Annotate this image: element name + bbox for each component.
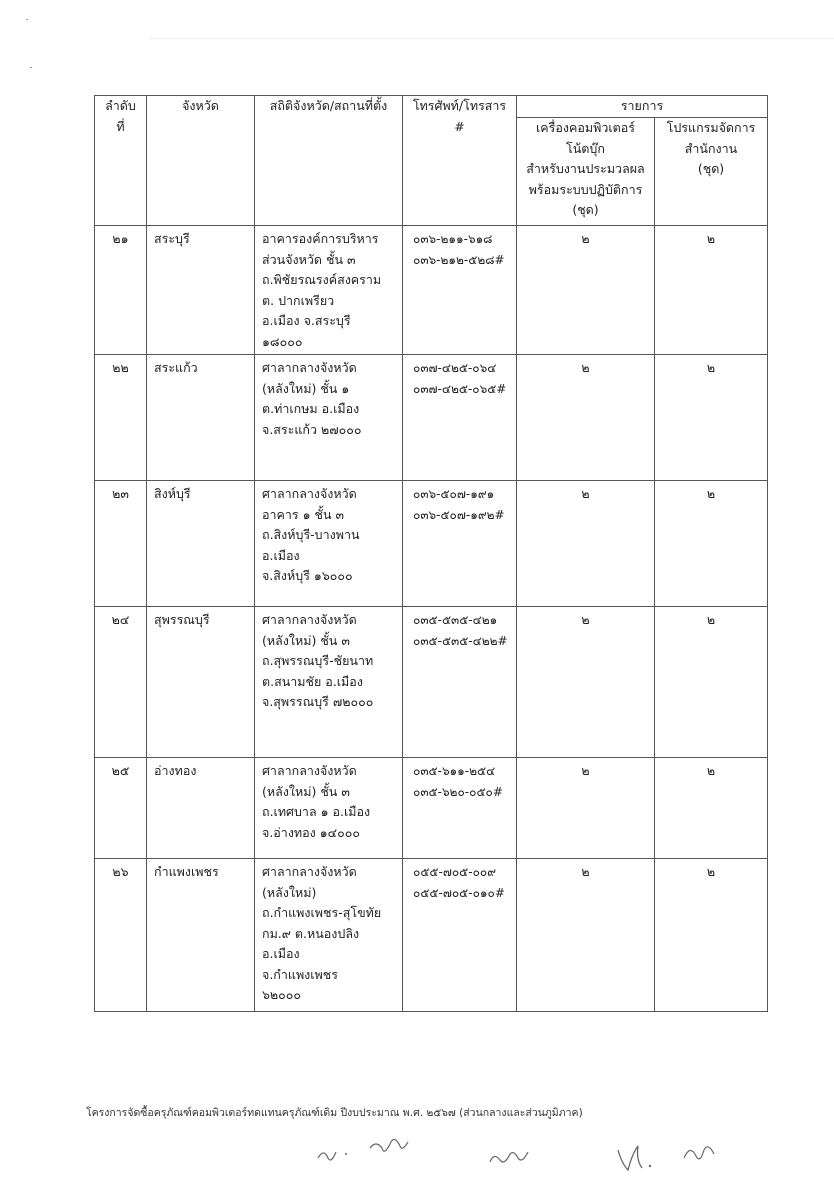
row-office-qty: ๒ bbox=[655, 226, 768, 355]
table-row bbox=[95, 355, 768, 481]
address-line: ต. ปากเพรียว bbox=[262, 292, 335, 308]
address-line: ต.ท่าเกษม อ.เมือง bbox=[262, 401, 360, 416]
phone-line: ๐๓๖-๒๑๒-๕๒๘# bbox=[413, 252, 505, 267]
phone-line: ๐๓๕-๖๑๑-๒๕๔ bbox=[413, 764, 496, 778]
phone-line: ๐๓๗-๔๒๕-๐๖๕# bbox=[413, 381, 507, 396]
row-address bbox=[255, 607, 403, 758]
row-phone bbox=[403, 226, 517, 355]
scan-edge-line bbox=[150, 38, 834, 39]
address-line: ส่วนจังหวัด ชั้น ๓ bbox=[262, 251, 356, 267]
row-no: ๒๑ bbox=[95, 226, 147, 355]
address-line: ศาลากลางจังหวัด bbox=[262, 486, 357, 501]
address-line: ศาลากลางจังหวัด bbox=[262, 763, 357, 778]
table-row bbox=[95, 607, 768, 758]
row-address bbox=[255, 226, 403, 355]
header-notebook-line: เครื่องคอมพิวเตอร์ bbox=[536, 120, 635, 135]
row-address bbox=[255, 859, 403, 1012]
phone-line: ๐๕๕-๗๐๕-๐๐๙ bbox=[413, 865, 497, 879]
header-items: รายการ bbox=[517, 96, 768, 118]
address-line: ๖๒๐๐๐ bbox=[262, 987, 302, 1002]
header-notebook-line: (ชุด) bbox=[572, 202, 599, 217]
header-office-line: (ชุด) bbox=[697, 161, 725, 176]
header-province: จังหวัด bbox=[147, 96, 255, 226]
address-line: อ.เมือง จ.สระบุรี bbox=[262, 313, 351, 328]
row-office-qty: ๒ bbox=[655, 481, 768, 607]
address-line: จ.สุพรรณบุรี ๗๒๐๐๐ bbox=[262, 694, 374, 709]
row-no: ๒๖ bbox=[95, 859, 147, 1012]
header-notebook-line: พร้อมระบบปฏิบัติการ bbox=[528, 181, 643, 197]
address-line: จ.อ่างทอง ๑๔๐๐๐ bbox=[262, 824, 361, 840]
row-notebook-qty: ๒ bbox=[517, 481, 655, 607]
header-phone bbox=[403, 96, 517, 226]
address-line: อาคารองค์การบริหาร bbox=[262, 231, 379, 246]
row-notebook-qty: ๒ bbox=[517, 355, 655, 481]
address-line: (หลังใหม่) ชั้น ๑ bbox=[262, 380, 350, 396]
header-no-line: ลำดับ bbox=[105, 98, 136, 113]
row-notebook-qty: ๒ bbox=[517, 758, 655, 859]
row-office-qty: ๒ bbox=[655, 758, 768, 859]
row-notebook-qty: ๒ bbox=[517, 607, 655, 758]
signature-stroke bbox=[318, 1152, 336, 1160]
row-phone bbox=[403, 607, 517, 758]
address-line: ถ.สิงห์บุรี-บางพาน bbox=[262, 527, 360, 542]
row-no: ๒๓ bbox=[95, 481, 147, 607]
row-office-qty: ๒ bbox=[655, 355, 768, 481]
row-phone bbox=[403, 355, 517, 481]
header-no-line: ที่ bbox=[116, 118, 125, 134]
address-line: ถ.พิชัยรณรงค์สงคราม bbox=[262, 272, 382, 287]
table-row bbox=[95, 859, 768, 1012]
row-no: ๒๒ bbox=[95, 355, 147, 481]
address-line: ศาลากลางจังหวัด bbox=[262, 360, 357, 375]
phone-line: ๐๓๕-๖๒๐-๐๕๐# bbox=[413, 784, 503, 799]
scan-speck bbox=[26, 19, 28, 20]
header-address: สถิติจังหวัด/สถานที่ตั้ง bbox=[255, 96, 403, 226]
row-province: สระแก้ว bbox=[147, 355, 255, 481]
table-row bbox=[95, 226, 768, 355]
row-address bbox=[255, 481, 403, 607]
row-office-qty: ๒ bbox=[655, 859, 768, 1012]
address-line: กม.๙ ต.หนองปลิง bbox=[262, 925, 360, 941]
header-office bbox=[655, 118, 768, 226]
address-line: จ.สระแก้ว ๒๗๐๐๐ bbox=[262, 421, 362, 437]
footer-project-note: โครงการจัดซื้อครุภัณฑ์คอมพิวเตอร์ทดแทนครุภัณฑ์เดิม ปีงบประมาณ พ.ศ. ๒๕๖๗ (ส่วนกลางและส่วนภูมิภาค) bbox=[86, 1107, 583, 1119]
row-province: สระบุรี bbox=[147, 226, 255, 355]
phone-line: ๐๓๕-๕๓๕-๔๒๒# bbox=[413, 633, 508, 648]
address-line: (หลังใหม่) ชั้น ๓ bbox=[262, 783, 350, 799]
phone-line: ๐๓๖-๒๑๑-๖๑๘ bbox=[413, 232, 493, 246]
address-line: ศาลากลางจังหวัด bbox=[262, 864, 357, 879]
address-line: อาคาร ๑ ชั้น ๓ bbox=[262, 506, 345, 522]
row-phone bbox=[403, 481, 517, 607]
address-line: ๑๘๐๐๐ bbox=[262, 333, 303, 349]
table-row bbox=[95, 758, 768, 859]
address-line: จ.สิงห์บุรี ๑๖๐๐๐ bbox=[262, 568, 353, 583]
address-line: (หลังใหม่) ชั้น ๓ bbox=[262, 632, 350, 648]
header-notebook bbox=[517, 118, 655, 226]
scan-speck bbox=[30, 67, 32, 68]
header-phone-line: โทรศัพท์/โทรสาร bbox=[412, 98, 507, 113]
signature-stroke bbox=[370, 1139, 408, 1151]
row-province: สิงห์บุรี bbox=[147, 481, 255, 607]
address-line: ศาลากลางจังหวัด bbox=[262, 612, 357, 627]
signature-stroke bbox=[618, 1146, 642, 1170]
row-province: กำแพงเพชร bbox=[147, 859, 255, 1012]
signature-stroke bbox=[684, 1147, 714, 1159]
header-no bbox=[95, 96, 147, 226]
address-line: อ.เมือง bbox=[262, 547, 300, 563]
signature-stroke bbox=[490, 1152, 528, 1162]
phone-line: ๐๓๕-๕๓๕-๔๒๑ bbox=[413, 613, 498, 627]
row-phone bbox=[403, 859, 517, 1012]
row-notebook-qty: ๒ bbox=[517, 226, 655, 355]
signature-dot bbox=[649, 1165, 651, 1167]
phone-line: ๐๓๖-๕๐๗-๑๙๑ bbox=[413, 487, 495, 501]
header-office-line: โปรแกรมจัดการ bbox=[666, 120, 756, 135]
address-line: อ.เมือง bbox=[262, 946, 300, 961]
address-line: จ.กำแพงเพชร bbox=[262, 966, 338, 982]
row-address bbox=[255, 758, 403, 859]
row-no: ๒๕ bbox=[95, 758, 147, 859]
row-no: ๒๔ bbox=[95, 607, 147, 758]
address-line: ถ.กำแพงเพชร-สุโขทัย bbox=[262, 905, 382, 920]
row-office-qty: ๒ bbox=[655, 607, 768, 758]
table-row bbox=[95, 481, 768, 607]
phone-line: ๐๕๕-๗๐๕-๐๑๐# bbox=[413, 885, 505, 900]
stats-office-table bbox=[94, 95, 768, 1012]
row-address bbox=[255, 355, 403, 481]
row-province: อ่างทอง bbox=[147, 758, 255, 859]
row-notebook-qty: ๒ bbox=[517, 859, 655, 1012]
signature-dot bbox=[345, 1153, 347, 1155]
address-line: (หลังใหม่) bbox=[262, 884, 317, 900]
address-line: ถ.สุพรรณบุรี-ชัยนาท bbox=[262, 653, 374, 668]
header-notebook-line: โน้ตบุ๊ก bbox=[566, 140, 605, 156]
header-phone-line: # bbox=[454, 118, 465, 134]
address-line: ถ.เทศบาล ๑ อ.เมือง bbox=[262, 804, 371, 819]
header-notebook-line: สำหรับงานประมวลผล bbox=[526, 161, 645, 176]
header-office-line: สำนักงาน bbox=[684, 140, 738, 156]
row-province: สุพรรณบุรี bbox=[147, 607, 255, 758]
phone-line: ๐๓๗-๔๒๕-๐๖๔ bbox=[413, 361, 497, 375]
phone-line: ๐๓๖-๕๐๗-๑๙๒# bbox=[413, 507, 505, 522]
handwritten-initials bbox=[300, 1128, 760, 1178]
address-line: ต.สนามชัย อ.เมือง bbox=[262, 673, 363, 689]
row-phone bbox=[403, 758, 517, 859]
